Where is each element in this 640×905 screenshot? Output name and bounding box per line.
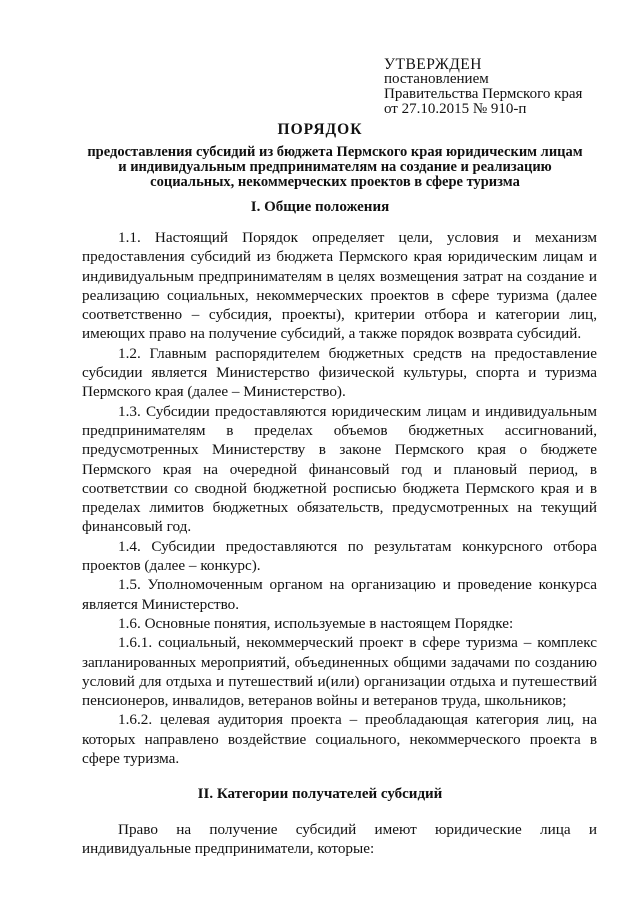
document-title: ПОРЯДОК	[277, 121, 363, 138]
paragraph-1-5: 1.5. Уполномоченным органом на организацию и проведение конкурса является Министерство.	[82, 576, 597, 613]
paragraph-1-6: 1.6. Основные понятия, используемые в настоящем Порядке:	[118, 614, 514, 632]
approval-stamp	[384, 57, 624, 117]
section-1-body	[82, 228, 597, 768]
paragraph-1-6-2: 1.6.2. целевая аудитория проекта – преобладающая категория лиц, на которых направлено воздействие социального, некоммерческого проекта в сфере туризма.	[82, 711, 597, 768]
paragraph-2-intro: Право на получение субсидий имеют юридические лица и индивидуальные предприниматели, которые:	[82, 821, 597, 858]
paragraph-1-6-1: 1.6.1. социальный, некоммерческий проект в сфере туризма – комплекс запланированных мероприятий, объединенных общими задачами по созданию условий для отдыха и путешествий и(или) организации отдыха и путешествий пенсионеров, инвалидов, ветеранов войны и ветеранов труда, школьников;	[82, 634, 597, 710]
approval-line-2: Правительства Пермского края	[384, 86, 583, 102]
paragraph-1-3: 1.3. Субсидии предоставляются юридическим лицам и индивидуальным предпринимателям в пределах объемов бюджетных ассигнований, предусмотренных Министерству в законе Пермского края о бюджете Пермского края на очередной финансовый год и плановый период, в соответствии со сводной бюджетной росписью бюджета Пермского края и в пределах лимитов бюджетных обязательств, предусмотренных на текущий финансовый год.	[82, 402, 597, 536]
paragraph-1-2: 1.2. Главным распорядителем бюджетных средств на предоставление субсидии является Министерство физической культуры, спорта и туризма Пермского края (далее – Министерство).	[82, 344, 597, 401]
approval-title: УТВЕРЖДЕН	[384, 56, 482, 73]
subtitle-line-1: предоставления субсидий из бюджета Пермского края юридическим лицам	[87, 144, 583, 160]
subtitle-line-2: и индивидуальным предпринимателям на создание и реализацию	[118, 159, 552, 175]
section-2-heading: II. Категории получателей субсидий	[197, 786, 443, 802]
document-subtitle	[60, 145, 610, 190]
paragraph-1-1: 1.1. Настоящий Порядок определяет цели, условия и механизм предоставления субсидий из бюджета Пермского края юридическим лицам и индивидуальным предпринимателям в целях возмещения затрат на создание и реализацию социальных, некоммерческих проектов в сфере туризма (далее соответственно – субсидия, проекты), критерии отбора и категории лиц, имеющих право на получение субсидий, а также порядок возврата субсидий.	[82, 229, 597, 343]
paragraph-1-4: 1.4. Субсидии предоставляются по результатам конкурсного отбора проектов (далее – конкурс).	[82, 537, 597, 575]
section-2-body	[82, 820, 597, 859]
approval-line-1: постановлением	[384, 71, 489, 87]
section-1-heading: I. Общие положения	[250, 199, 390, 215]
approval-line-3: от 27.10.2015 № 910-п	[384, 101, 527, 117]
subtitle-line-3: социальных, некоммерческих проектов в сфере туризма	[150, 174, 520, 190]
